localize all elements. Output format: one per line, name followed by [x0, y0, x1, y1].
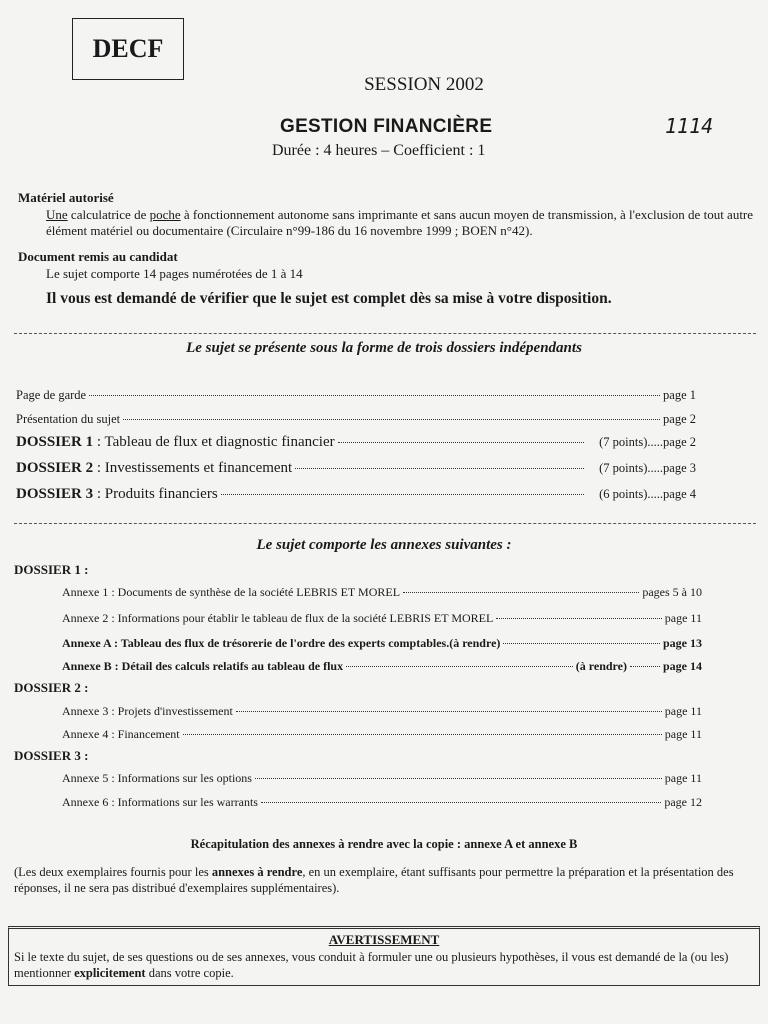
annex-page: page 11: [664, 704, 702, 718]
toc-row: [16, 388, 696, 406]
dot-leader: [338, 442, 585, 443]
annexes-heading: Le sujet comporte les annexes suivantes :: [256, 537, 512, 553]
annex-row: [62, 659, 702, 677]
document-heading: Document remis au candidat: [18, 249, 178, 264]
dot-leader: [236, 711, 662, 712]
dossier-label: DOSSIER 2: [16, 460, 94, 476]
dossier2-heading: DOSSIER 2 :: [14, 680, 89, 695]
avertissement-title: AVERTISSEMENT: [328, 932, 440, 947]
annex-row: [62, 704, 702, 722]
recap-note: [14, 864, 754, 896]
toc-points: (7 points).....: [599, 461, 664, 475]
annex-page: page 11: [664, 611, 702, 625]
toc-label: Présentation du sujet: [16, 412, 121, 426]
dossier1-heading: DOSSIER 1 :: [14, 562, 89, 577]
annex-label: Annexe 2 : Informations pour établir le tableau de flux de la société LEBRIS ET MOREL: [62, 611, 494, 625]
toc-row: [16, 460, 696, 478]
avert-text-a: Si le texte du sujet, de ses questions ou de ses annexes, vous conduit à formuler une ou plusieurs hypothèses, il vous est demandé de la (ou les) mentionner: [14, 950, 729, 980]
avertissement-text: [14, 949, 754, 981]
materiel-underlined-1: Une: [46, 207, 68, 222]
toc-label: : Investissements et financement: [93, 460, 293, 476]
annex-label: Annexe 3 : Projets d'investissement: [62, 704, 233, 718]
recap-line: Récapitulation des annexes à rendre avec la copie : annexe A et annexe B: [190, 837, 578, 851]
materiel-text: [46, 207, 758, 239]
subject-code: 1114: [665, 114, 714, 138]
avert-bold: explicitement: [74, 966, 146, 980]
dossier-label: DOSSIER 3: [16, 486, 94, 502]
note-text-a: (Les deux exemplaires fournis pour les: [14, 865, 212, 879]
dot-leader: [89, 395, 660, 396]
annex-row: [62, 771, 702, 789]
dot-leader: [255, 778, 662, 779]
duration-line: Durée : 4 heures – Coefficient : 1: [272, 142, 486, 159]
dot-leader: [403, 592, 639, 593]
annex-label: Annexe 6 : Informations sur les warrants: [62, 795, 258, 809]
divider: [14, 333, 756, 334]
toc-row: [16, 412, 696, 430]
note-bold: annexes à rendre: [211, 865, 303, 879]
toc-page: page 3: [663, 461, 696, 475]
dossier-label: DOSSIER 1: [16, 434, 94, 450]
annex-label: Annexe A : Tableau des flux de trésorerie de l'ordre des experts comptables.(à rendre): [62, 636, 501, 650]
annex-label: Annexe 4 : Financement: [62, 727, 180, 741]
dot-leader: [346, 666, 573, 667]
toc-points: (7 points).....: [599, 435, 664, 449]
toc-page: page 2: [663, 435, 696, 449]
annex-page: page 11: [664, 727, 702, 741]
annex-row: [62, 727, 702, 745]
dot-leader: [630, 666, 660, 667]
materiel-heading: Matériel autorisé: [18, 190, 114, 205]
annex-page: page 13: [663, 636, 702, 650]
toc-row: [16, 434, 696, 452]
divider: [14, 523, 756, 524]
dot-leader: [221, 494, 584, 495]
materiel-text-b: à fonctionnement autonome sans imprimante et sans aucun moyen de transmission, à l'exclusion de tout autre élément matériel ou documentaire (Circulaire n°99-186 du 16 novembre 1999 ; BOEN n°42).: [46, 207, 754, 238]
session-text: SESSION 2002: [364, 74, 484, 95]
toc-row: [16, 486, 696, 504]
annex-label: Annexe B : Détail des calculs relatifs au tableau de flux: [62, 659, 344, 673]
dot-leader: [183, 734, 662, 735]
annex-page: page 14: [663, 659, 702, 673]
annex-row: [62, 795, 702, 813]
annex-page: page 12: [664, 795, 702, 809]
page-title: GESTION FINANCIÈRE: [280, 116, 493, 137]
verification-warning: Il vous est demandé de vérifier que le sujet est complet dès sa mise à votre disposition.: [46, 290, 612, 307]
annex-label: Annexe 5 : Informations sur les options: [62, 771, 252, 785]
toc-label: Page de garde: [16, 388, 87, 402]
annex-row: [62, 585, 702, 603]
exam-label: DECF: [92, 34, 164, 63]
toc-page: page 1: [663, 388, 696, 402]
session-line: [0, 74, 768, 96]
toc-label: : Tableau de flux et diagnostic financier: [93, 434, 335, 450]
toc-page: page 2: [663, 412, 696, 426]
dot-leader: [503, 643, 660, 644]
toc-page: page 4: [663, 487, 696, 501]
toc-label: : Produits financiers: [93, 486, 218, 502]
materiel-underlined-2: poche: [149, 207, 181, 222]
exam-label-box: [72, 18, 184, 80]
annex-suffix: (à rendre): [575, 659, 627, 673]
dossier3-heading: DOSSIER 3 :: [14, 748, 89, 763]
note-text-b: , en un exemplaire, étant suffisants pour permettre la préparation et la présentation des réponses, il ne sera pas distribué d'exemplaires supplémentaires).: [14, 865, 734, 895]
annex-label: Annexe 1 : Documents de synthèse de la société LEBRIS ET MOREL: [62, 585, 401, 599]
annex-page: page 11: [664, 771, 702, 785]
sommaire-heading: Le sujet se présente sous la forme de trois dossiers indépendants: [186, 340, 582, 356]
pages-text: Le sujet comporte 14 pages numérotées de 1 à 14: [46, 266, 303, 281]
annex-row: [62, 636, 702, 654]
materiel-text-a: calculatrice de: [67, 207, 150, 222]
annex-row: [62, 611, 702, 629]
dot-leader: [123, 419, 660, 420]
dot-leader: [295, 468, 584, 469]
annex-page: pages 5 à 10: [642, 585, 702, 599]
dot-leader: [261, 802, 661, 803]
toc-points: (6 points).....: [599, 487, 664, 501]
avert-text-b: dans votre copie.: [145, 966, 234, 980]
dot-leader: [496, 618, 661, 619]
